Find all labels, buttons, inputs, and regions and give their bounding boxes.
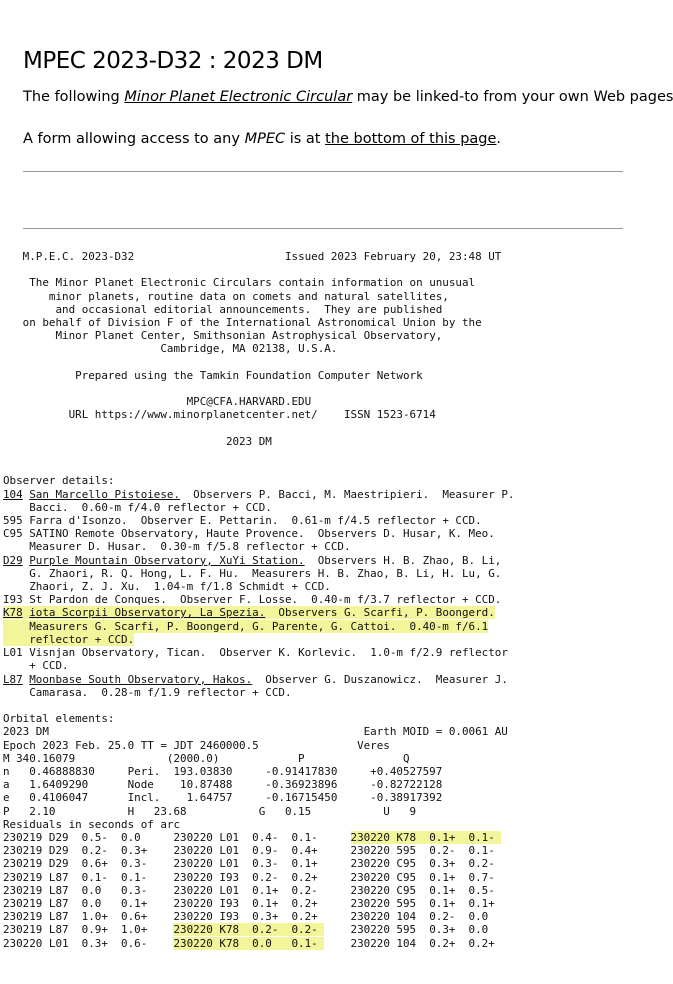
url-line: URL https://www.minorplanetcenter.net/ ISSN 1523-6714 <box>68 408 436 422</box>
form-mpec: MPEC <box>244 131 286 147</box>
observer-heading: Observer details: <box>3 474 115 488</box>
observer-details: Observers G. Scarfi, P. Boongerd. <box>265 606 495 620</box>
observer-entry <box>3 554 501 593</box>
observatory-code: C95 <box>3 527 23 541</box>
residual-entry: 230220 K78 0.1+ 0.1- <box>350 830 502 844</box>
observatory-site: Moonbase South Observatory, Hakos. <box>29 672 253 686</box>
observer-details-cont: Camarasa. 0.28-m f/1.9 reflector + CCD. <box>3 685 292 699</box>
observatory-site: San Marcello Pistoiese. <box>29 487 181 501</box>
residual-entry: 230220 104 0.2+ 0.2+ <box>350 936 502 950</box>
intro-line: minor planets, routine data on comets and natural satellites, <box>48 289 449 303</box>
residual-entry: 230220 L01 0.4- 0.1- <box>173 830 325 844</box>
residual-entry: 230220 104 0.2- 0.0 <box>350 910 502 924</box>
orbit-line: Epoch 2023 Feb. 25.0 TT = JDT 2460000.5 Veres <box>3 738 390 752</box>
residual-entry: 230220 C95 0.1+ 0.7- <box>350 870 502 884</box>
observer-details-cont: G. Zhaori, R. Q. Hong, L. F. Hu. Measurers H. B. Zhao, B. Li, H. Lu, G. <box>3 566 502 580</box>
observer-details: Observer F. Losse. 0.40-m f/3.7 reflector + CCD. <box>166 593 502 607</box>
bottom-of-page-link[interactable]: the bottom of this page <box>325 131 497 147</box>
residual-entry: 230220 I93 0.2- 0.2+ <box>173 870 325 884</box>
observer-details: Observer E. Pettarin. 0.61-m f/4.5 reflector + CCD. <box>127 514 482 528</box>
residual-entry: 230219 L87 0.9+ 1.0+ <box>3 923 148 937</box>
residual-entry: 230220 K78 0.2- 0.2- <box>173 923 325 937</box>
observatory-site: St Pardon de Conques. <box>29 593 167 607</box>
observer-entry <box>3 527 495 553</box>
divider-bottom <box>23 228 623 229</box>
mpec-id: M.P.E.C. 2023-D32 <box>22 250 135 263</box>
residual-entry: 230220 595 0.2- 0.1- <box>350 844 502 858</box>
prepared-note: Prepared using the Tamkin Foundation Computer Network <box>75 368 423 382</box>
contact-email: MPC@CFA.HARVARD.EDU <box>186 395 312 409</box>
residual-entry: 230220 595 0.1+ 0.1+ <box>350 896 502 910</box>
observer-details: Observer K. Korlevic. 1.0-m f/2.9 reflector <box>206 646 508 660</box>
observer-entry <box>3 646 508 672</box>
divider-top <box>23 171 623 172</box>
residual-entry: 230220 C95 0.1+ 0.5- <box>350 883 502 897</box>
intro-line: on behalf of Division F of the International Astronomical Union by the <box>22 316 482 330</box>
intro-prefix: The following <box>23 89 125 105</box>
residual-entry: 230220 L01 0.3- 0.1+ <box>173 857 325 871</box>
observer-entry <box>3 673 508 699</box>
residual-entry: 230220 I93 0.3+ 0.2+ <box>173 910 325 924</box>
intro-suffix: may be linked-to from your own Web pages <box>352 89 673 105</box>
residual-entry: 230219 L87 1.0+ 0.6+ <box>3 910 148 924</box>
residual-entry: 230220 L01 0.1+ 0.2- <box>173 883 325 897</box>
intro-line: Cambridge, MA 02138, U.S.A. <box>160 342 338 356</box>
observer-details-cont: Bacci. 0.60-m f/4.0 reflector + CCD. <box>3 500 272 514</box>
form-suffix: . <box>496 131 502 147</box>
orbit-line: e 0.4106047 Incl. 1.64757 -0.16715450 -0.38917392 <box>3 791 443 805</box>
residual-entry: 230219 L87 0.0 0.3- <box>3 883 148 897</box>
orbit-line: a 1.6409290 Node 10.87488 -0.36923896 -0.82722128 <box>3 778 443 792</box>
orbit-line: n 0.46888830 Peri. 193.03830 -0.91417830 +0.40527597 <box>3 764 443 778</box>
circular-body <box>3 250 514 950</box>
intro-line: Minor Planet Center, Smithsonian Astrophysical Observatory, <box>55 329 443 343</box>
observatory-site: Farra d'Isonzo. <box>29 514 128 528</box>
intro-line: The Minor Planet Electronic Circulars contain information on unusual <box>29 276 476 290</box>
observer-details-cont: Measurers G. Scarfi, P. Boongerd, G. Parente, G. Cattoi. 0.40-m f/6.1 <box>3 619 489 633</box>
observatory-code: D29 <box>3 553 23 567</box>
mpec-link[interactable]: Minor Planet Electronic Circular <box>124 89 353 105</box>
observer-details: Observers D. Husar, K. Meo. <box>304 527 495 541</box>
observer-details-cont: + CCD. <box>3 659 69 673</box>
observatory-code: 104 <box>3 487 23 501</box>
page-title: MPEC 2023-D32 : 2023 DM <box>23 48 323 74</box>
observatory-site: SATINO Remote Observatory, Haute Provence. <box>29 527 305 541</box>
observer-entry <box>3 606 495 645</box>
orbit-line: 2023 DM Earth MOID = 0.0061 AU <box>3 725 508 739</box>
observatory-code: K78 <box>3 606 23 620</box>
residual-entry: 230219 D29 0.2- 0.3+ <box>3 844 148 858</box>
residual-entry: 230219 L87 0.0 0.1+ <box>3 896 148 910</box>
observer-entry <box>3 514 482 527</box>
residual-entry: 230220 595 0.3+ 0.0 <box>350 923 502 937</box>
intro-line: and occasional editorial announcements. They are published <box>55 302 443 316</box>
observer-details: Observers P. Bacci, M. Maestripieri. Measurer P. <box>180 487 515 501</box>
orbit-line: P 2.10 H 23.68 G 0.15 U 9 <box>3 804 417 818</box>
observatory-code: 595 <box>3 514 23 528</box>
observer-details-cont: reflector + CCD. <box>3 632 135 646</box>
form-paragraph <box>23 131 501 147</box>
observer-entry <box>3 593 501 606</box>
observatory-site: iota Scorpii Observatory, La Spezia. <box>29 606 266 620</box>
observer-details: Observers H. B. Zhao, B. Li, <box>304 553 502 567</box>
residual-entry: 230220 I93 0.1+ 0.2+ <box>173 896 325 910</box>
residual-entry: 230219 D29 0.5- 0.0 <box>3 830 148 844</box>
orbit-line: Orbital elements: <box>3 712 115 726</box>
residual-entry: 230220 K78 0.0 0.1- <box>173 936 325 950</box>
observatory-site: Visnjan Observatory, Tican. <box>29 646 207 660</box>
residual-entry: 230219 L87 0.1- 0.1- <box>3 870 148 884</box>
observatory-site: Purple Mountain Observatory, XuYi Station. <box>29 553 305 567</box>
orbit-line: M 340.16079 (2000.0) P Q <box>3 751 410 765</box>
form-middle: is at <box>285 131 326 147</box>
intro-paragraph <box>23 89 673 105</box>
residual-entry: 230220 C95 0.3+ 0.2- <box>350 857 502 871</box>
orbit-line: Residuals in seconds of arc <box>3 817 181 831</box>
observatory-code: L87 <box>3 672 23 686</box>
observatory-code: I93 <box>3 593 23 607</box>
residual-entry: 230219 D29 0.6+ 0.3- <box>3 857 148 871</box>
residual-entry: 230220 L01 0.9- 0.4+ <box>173 844 325 858</box>
observatory-code: L01 <box>3 646 23 660</box>
observer-entry <box>3 488 514 514</box>
form-prefix: A form allowing access to any <box>23 131 245 147</box>
object-designation: 2023 DM <box>225 434 272 448</box>
observer-details-cont: Zhaori, Z. J. Xu. 1.04-m f/1.8 Schmidt + CCD. <box>3 580 331 594</box>
residual-entry: 230220 L01 0.3+ 0.6- <box>3 936 148 950</box>
issued-date: Issued 2023 February 20, 23:48 UT <box>284 250 502 263</box>
observer-details: Observer G. Duszanowicz. Measurer J. <box>252 672 508 686</box>
observer-details-cont: Measurer D. Husar. 0.30-m f/5.8 reflector + CCD. <box>3 540 351 554</box>
